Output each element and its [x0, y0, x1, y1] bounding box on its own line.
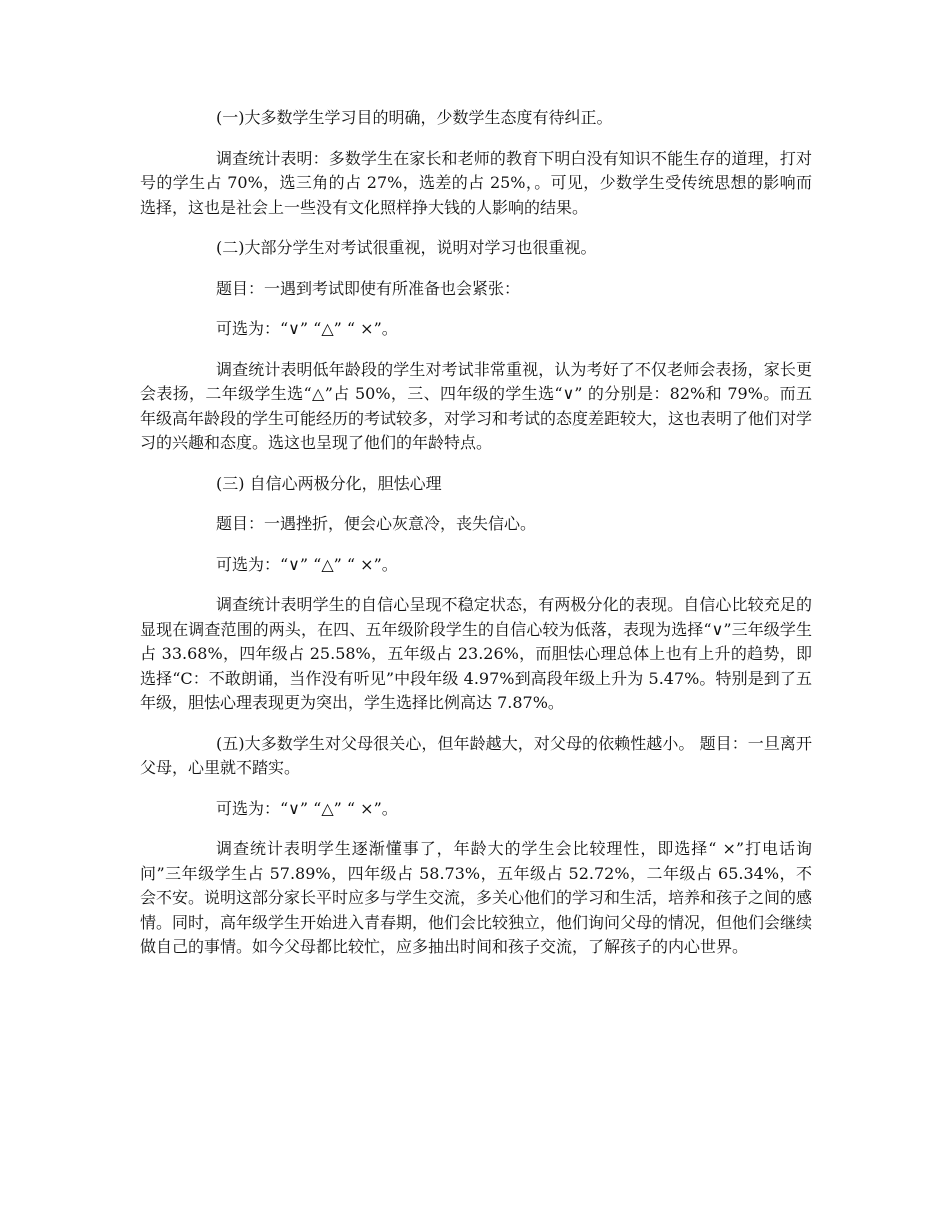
- options-line: 可选为：“∨” “△” “ ×”。: [216, 319, 398, 338]
- body-paragraph: 调查统计表明学生逐渐懂事了，年龄大的学生会比较理性，即选择“ ×”打电话询问”三年级学生占 57.89%，四年级占 58.73%，五年级占 52.72%，二年级占 65.34%，不会不安。说明这部分家长平时应多与学生交流，多关心他们的学习和生活，培养和孩子之间的感情。同时，高年级学生开始进入青春期，他们会比较独立，他们询问父母的情况，但他们会继续做自己的事情。如今父母都比较忙，应多抽出时间和孩子交流，了解孩子的内心世界。: [140, 839, 813, 956]
- question-line: 题目：一遇挫折，便会心灰意冷，丧失信心。: [216, 514, 537, 533]
- body-paragraph: 调查统计表明：多数学生在家长和老师的教育下明白没有知识不能生存的道理，打对号的学生占 70%，选三角的占 27%，选差的占 25%，。可见，少数学生受传统思想的影响而选择，这也是社会上一些没有文化照样挣大钱的人影响的结果。: [140, 148, 812, 217]
- body-paragraph: 调查统计表明低年龄段的学生对考试非常重视，认为考好了不仅老师会表扬，家长更会表扬，二年级学生选“△”占 50%，三、四年级的学生选“∨” 的分别是：82%和 79%。而五年级高年龄段的学生可能经历的考试较多，对学习和考试的态度差距较大，这也表明了他们对学习的兴趣和态度。选这也呈现了他们的年龄特点。: [140, 359, 813, 452]
- question-line: 题目：一遇到考试即使有所准备也会紧张：: [216, 278, 521, 298]
- section-heading-3: (三) 自信心两极分化，胆怯心理: [216, 473, 442, 493]
- options-line: 可选为：“∨” “△” “ ×”。: [216, 554, 398, 574]
- section-heading-1: (一)大多数学生学习目的明确，少数学生态度有待纠正。: [216, 108, 613, 127]
- body-paragraph: 调查统计表明学生的自信心呈现不稳定状态，有两极分化的表现。自信心比较充足的显现在调查范围的两头，在四、五年级阶段学生的自信心较为低落，表现为选择“∨”三年级学生占 33.68%，四年级占 25.58%，五年级占 23.26%，而胆怯心理总体上也有上升的趋势，即选择“C：不敢朗诵，当作没有听见”中段年级 4.97%到高段年级上升为 5.47%。特别是到了五年级，胆怯心理表现更为突出，学生选择比例高达 7.87%。: [140, 595, 812, 712]
- options-line: 可选为：“∨” “△” “ ×”。: [216, 798, 398, 818]
- section-heading-2: (二)大部分学生对考试很重视，说明对学习也很重视。: [216, 238, 597, 257]
- section-heading-5: (五)大多数学生对父母很关心，但年龄越大，对父母的依赖性越小。 题目：一旦离开父母，心里就不踏实。: [140, 733, 812, 777]
- document-body: [140, 106, 812, 976]
